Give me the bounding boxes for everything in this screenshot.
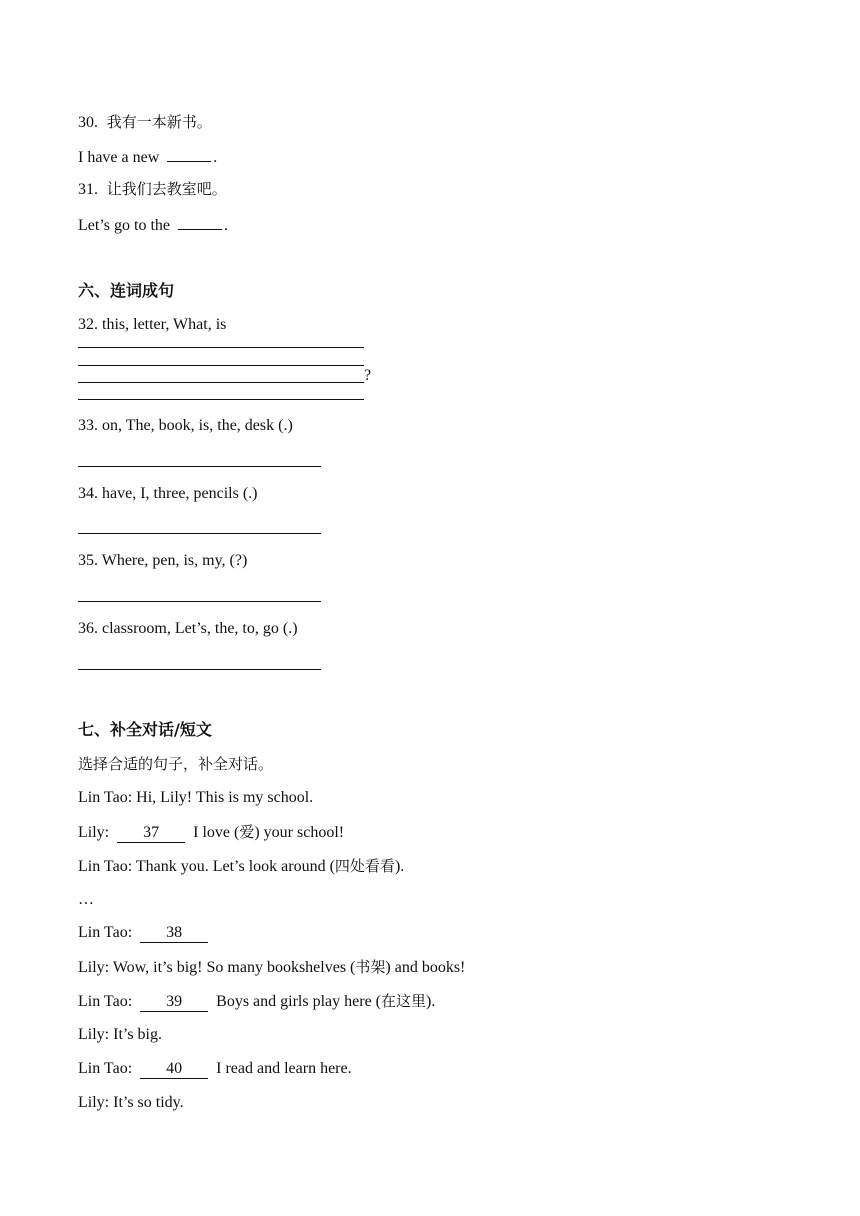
dialogue-text: Lily: Wow, it’s big! So many bookshelves ( (78, 959, 356, 976)
q34-prompt: 34. have, I, three, pencils (.) (78, 485, 258, 502)
q32-answer-line-1[interactable] (78, 347, 364, 348)
dialogue-text: I read and learn here. (216, 1060, 352, 1077)
dialogue-text: ). (426, 993, 436, 1010)
q32-prompt: 32. this, letter, What, is (78, 316, 227, 333)
blank-37[interactable]: 37 (117, 824, 185, 843)
section7-instruction: 选择合适的句子，补全对话。 (78, 755, 274, 773)
dialogue-text: ) your school! (254, 824, 345, 841)
dialogue-text: ) and books! (385, 959, 466, 976)
q30-english-before: I have a new (78, 149, 160, 166)
dialogue-line-10: Lily: It’s so tidy. (78, 1094, 184, 1111)
dialogue-speaker: Lin Tao: (78, 1060, 133, 1077)
dialogue-line-8: Lily: It’s big. (78, 1026, 162, 1043)
dialogue-line-7 (78, 991, 435, 1012)
q30-number: 30. (78, 114, 98, 131)
q35-prompt: 35. Where, pen, is, my, (?) (78, 552, 248, 569)
q30-english-after: . (213, 149, 218, 166)
q32-end-mark: ? (364, 367, 372, 384)
q33-answer-line[interactable] (78, 466, 321, 467)
blank-40[interactable]: 40 (140, 1060, 208, 1079)
dialogue-line-5 (78, 923, 216, 943)
blank-38[interactable]: 38 (140, 924, 208, 943)
q32-answer-line-3[interactable] (78, 382, 364, 383)
dialogue-gloss: 爱 (239, 823, 255, 841)
q30-chinese (78, 112, 212, 133)
dialogue-line-3 (78, 856, 404, 877)
q31-answer-blank[interactable] (178, 214, 222, 230)
q31-chinese (78, 179, 227, 200)
dialogue-speaker: Lin Tao: (78, 993, 133, 1010)
q31-number: 31. (78, 181, 98, 198)
dialogue-text: Lin Tao: Thank you. Let’s look around ( (78, 858, 335, 875)
q31-english-before: Let’s go to the (78, 217, 170, 234)
q30-chinese-text: 我有一本新书。 (106, 113, 212, 131)
q36-answer-line[interactable] (78, 669, 321, 670)
section7-title: 七、补全对话/短文 (78, 720, 212, 739)
q36-prompt: 36. classroom, Let’s, the, to, go (.) (78, 620, 298, 637)
blank-39[interactable]: 39 (140, 993, 208, 1012)
dialogue-text: I love ( (193, 824, 240, 841)
q32-answer-line-4[interactable] (78, 399, 364, 400)
section6-title: 六、连词成句 (78, 281, 175, 300)
dialogue-gloss: 在这里 (381, 992, 427, 1010)
q31-chinese-text: 让我们去教室吧。 (106, 180, 227, 198)
q35-answer-line[interactable] (78, 601, 321, 602)
dialogue-speaker: Lily: (78, 824, 110, 841)
q31-english-after: . (223, 217, 228, 234)
dialogue-gloss: 书架 (355, 958, 386, 976)
q30-english (78, 146, 217, 168)
dialogue-speaker: Lin Tao: (78, 924, 133, 941)
q34-answer-line[interactable] (78, 533, 321, 534)
dialogue-line-6 (78, 957, 465, 978)
dialogue-text: ). (394, 858, 405, 875)
dialogue-line-1: Lin Tao: Hi, Lily! This is my school. (78, 789, 314, 806)
q31-english (78, 214, 228, 236)
dialogue-line-9 (78, 1059, 352, 1079)
dialogue-line-2 (78, 822, 344, 843)
dialogue-ellipsis: … (78, 891, 94, 908)
q33-prompt: 33. on, The, book, is, the, desk (.) (78, 417, 293, 434)
dialogue-text: Boys and girls play here ( (216, 993, 381, 1010)
q30-answer-blank[interactable] (167, 146, 211, 162)
q32-answer-line-2[interactable] (78, 365, 364, 366)
dialogue-gloss: 四处看看 (334, 857, 395, 875)
